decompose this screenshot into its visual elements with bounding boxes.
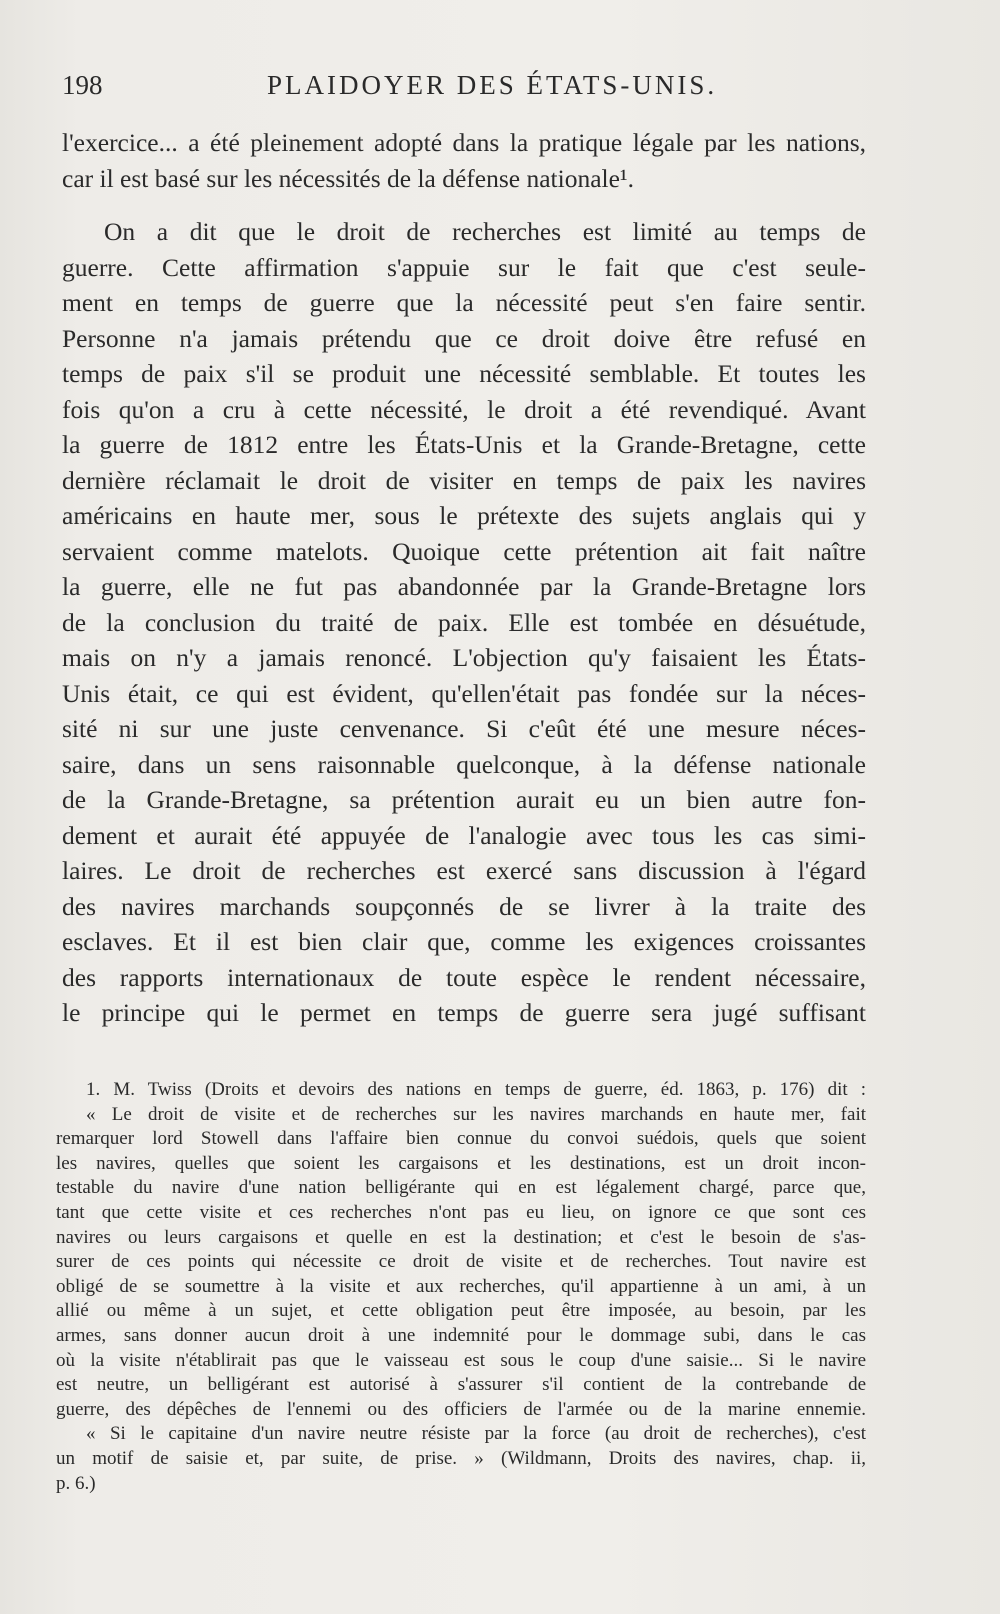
footnote-line: navires ou leurs cargaisons et quelle en est la destination; et c'est le besoin de s'as- [56, 1226, 866, 1248]
text-line: dement et aurait été appuyée de l'analogie avec tous les cas simi- [62, 820, 866, 850]
footnote-line: 1. M. Twiss (Droits et devoirs des nations en temps de guerre, éd. 1863, p. 176) dit : [86, 1079, 866, 1100]
footnote-line: « Si le capitaine d'un navire neutre résiste par la force (au droit de recherches), c'est [86, 1423, 866, 1445]
text-line: guerre. Cette affirmation s'appuie sur le fait que c'est seule- [62, 252, 866, 282]
text-line: ment en temps de guerre que la nécessité peut s'en faire sentir. [62, 288, 866, 317]
text-line: le principe qui le permet en temps de guerre sera jugé suffisant [62, 998, 866, 1027]
footnote-line: un motif de saisie et, par suite, de prise. » (Wildmann, Droits des navires, chap. ii, [56, 1447, 866, 1469]
footnote-line: « Le droit de visite et de recherches sur les navires marchands en haute mer, fait [86, 1103, 866, 1125]
footnote-line: surer de ces points qui nécessite ce droit de visite et de recherches. Tout navire est [56, 1251, 866, 1273]
text-line: la guerre, elle ne fut pas abandonnée par la Grande-Bretagne lors [62, 572, 866, 601]
text-line: mais on n'y a jamais renoncé. L'objection qu'y faisaient les États- [62, 643, 866, 672]
text-line: saire, dans un sens raisonnable quelconque, à la défense nationale [62, 749, 866, 779]
text-line: l'exercice... a été pleinement adopté dans la pratique légale par les nations, [62, 128, 866, 157]
footnote-line: guerre, des dépêches de l'ennemi ou des officiers de l'armée ou de la marine ennemie. [56, 1398, 866, 1420]
text-line: car il est basé sur les nécessités de la défense nationale¹. [62, 163, 634, 193]
text-line: de la conclusion du traité de paix. Elle est tombée en désuétude, [62, 607, 866, 637]
text-line: laires. Le droit de recherches est exercé sans discussion à l'égard [62, 856, 866, 885]
text-line: sité ni sur une juste cenvenance. Si c'eût été une mesure néces- [62, 714, 866, 743]
footnote-line: p. 6.) [56, 1472, 96, 1494]
text-line: On a dit que le droit de recherches est limité au temps de [104, 217, 866, 246]
footnote-line: remarquer lord Stowell dans l'affaire bien connue du convoi suédois, quels que soient [56, 1128, 866, 1150]
text-line: esclaves. Et il est bien clair que, comme les exigences croissantes [62, 927, 866, 956]
text-line: la guerre de 1812 entre les États-Unis et la Grande-Bretagne, cette [62, 430, 866, 459]
page-header [62, 70, 862, 110]
footnote-line: obligé de se soumettre à la visite et aux recherches, qu'il appartienne à un ami, à un [56, 1275, 866, 1297]
running-title: PLAIDOYER DES ÉTATS-UNIS. [267, 70, 718, 100]
text-line: américains en haute mer, sous le prétexte des sujets anglais qui y [62, 501, 866, 530]
footnote-line: armes, sans donner aucun droit à une indemnité pour le dommage subi, dans le cas [56, 1324, 866, 1346]
text-line: dernière réclamait le droit de visiter en temps de paix les navires [62, 465, 866, 495]
text-line: des rapports internationaux de toute espèce le rendent nécessaire, [62, 962, 866, 992]
text-line: de la Grande-Bretagne, sa prétention aurait eu un bien autre fon- [62, 785, 866, 814]
footnote-line: les navires, quelles que soient les cargaisons et les destinations, est un droit incon- [56, 1152, 866, 1174]
text-line: fois qu'on a cru à cette nécessité, le droit a été revendiqué. Avant [62, 394, 866, 424]
footnote-line: tant que cette visite et ces recherches n'ont pas eu lieu, on ignore ce que sont ces [56, 1201, 866, 1223]
text-line: servaient comme matelots. Quoique cette prétention ait fait naître [62, 536, 866, 566]
main-text [62, 125, 866, 1031]
footnote-line: où la visite n'établirait pas que le vaisseau est sous le coup d'une saisie... Si le navire [56, 1349, 866, 1371]
text-line: Unis était, ce qui est évident, qu'ellen'était pas fondée sur la néces- [62, 678, 866, 708]
footnotes [56, 1078, 866, 1496]
footnote-line: est neutre, un belligérant est autorisé à s'assurer s'il contient de la contrebande de [56, 1374, 866, 1396]
footnote-line: allié ou même à un sujet, et cette obligation peut être imposée, au besoin, par les [56, 1300, 866, 1322]
text-line: Personne n'a jamais prétendu que ce droit doive être refusé en [62, 323, 866, 353]
text-line: des navires marchands soupçonnés de se livrer à la traite des [62, 891, 866, 921]
text-line: temps de paix s'il se produit une nécessité semblable. Et toutes les [62, 359, 866, 388]
footnote-line: testable du navire d'une nation belligérante qui en est légalement chargé, parce que, [56, 1177, 866, 1199]
page-number: 198 [62, 70, 103, 100]
